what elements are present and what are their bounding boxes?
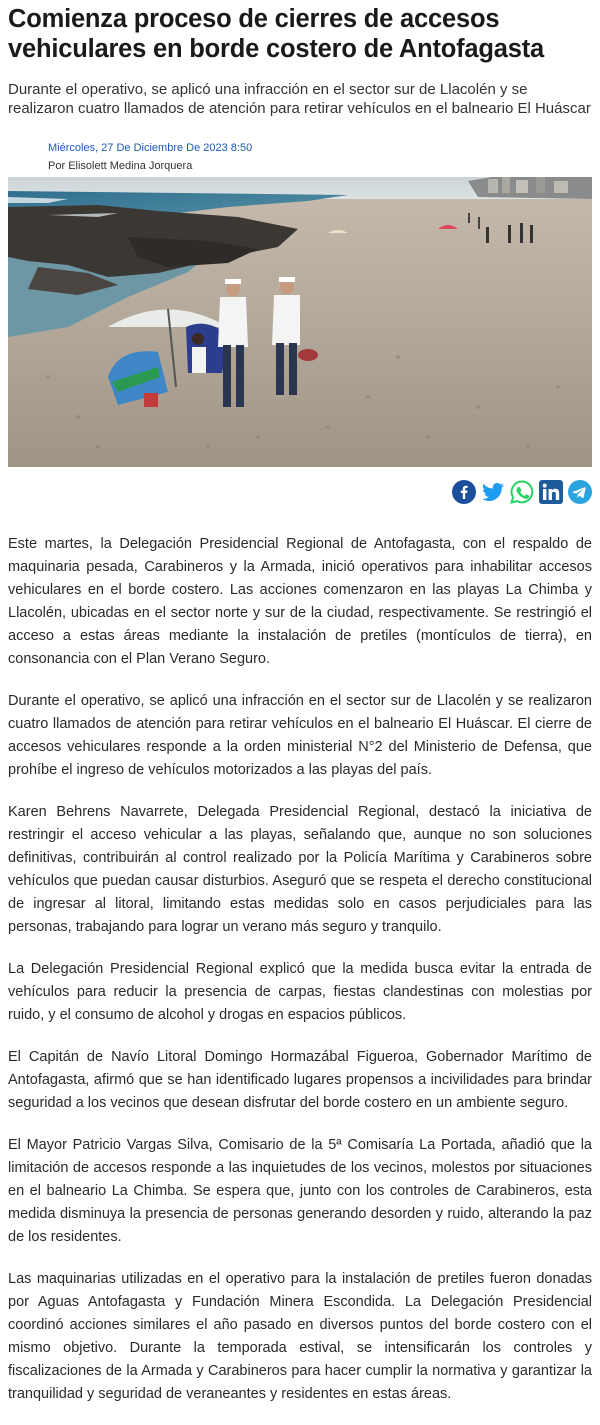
telegram-icon xyxy=(568,480,592,504)
hero-photo xyxy=(8,177,592,467)
publish-date: Miércoles, 27 De Diciembre De 2023 8:50 xyxy=(48,142,253,154)
beach-photo-illustration xyxy=(8,177,592,467)
share-telegram-button[interactable] xyxy=(567,479,592,504)
share-facebook-button[interactable] xyxy=(451,479,476,504)
article-paragraph: El Mayor Patricio Vargas Silva, Comisario de la 5ª Comisaría La Portada, añadió que la limitación de accesos responde a las inquietudes de los vecinos, molestos por situaciones en el balneario La Chimba. Se espera que, junto con los controles de Carabineros, esta medida disminuya la presencia de personas generando desorden y ruido, alterando la paz de los residentes. xyxy=(8,1137,592,1245)
article-paragraph: Durante el operativo, se aplicó una infracción en el sector sur de Llacolén y se realizaron cuatro llamados de atención para retirar vehículos en el balneario El Huáscar. El cierre de accesos vehiculares responde a la orden ministerial N°2 del Ministerio de Defensa, que prohíbe el ingreso de vehículos motorizados a las playas del país. xyxy=(8,693,592,778)
share-bar xyxy=(451,479,592,504)
article-paragraph: Las maquinarias utilizadas en el operativo para la instalación de pretiles fueron donadas por Aguas Antofagasta y Fundación Minera Escondida. La Delegación Presidencial coordinó acciones similares el año pasado en diversos puntos del borde costero con el mismo objetivo. Durante la temporada estival, se intensificarán los controles y fiscalizaciones de la Armada y Carabineros para hacer cumplir la normativa y garantizar la tranquilidad y seguridad de veraneantes y residentes en estas áreas. xyxy=(8,1271,592,1402)
article-paragraph: Este martes, la Delegación Presidencial Regional de Antofagasta, con el respaldo de maquinaria pesada, Carabineros y la Armada, inició operativos para inhabilitar accesos vehiculares en el borde costero. Las acciones comenzaron en las playas La Chimba y Llacolén, ubicadas en el sector norte y sur de la ciudad, respectivamente. Se restringió el acceso a estas áreas mediante la instalación de pretiles (montículos de tierra), en consonancia con el Plan Verano Seguro. xyxy=(8,536,592,667)
author-name[interactable]: Elisolett Medina Jorquera xyxy=(68,160,193,172)
share-linkedin-button[interactable] xyxy=(538,479,563,504)
article-paragraph: La Delegación Presidencial Regional explicó que la medida busca evitar la entrada de vehículos para reducir la presencia de carpas, fiestas clandestinas con molestias por ruido, y el consumo de alcohol y drogas en espacios públicos. xyxy=(8,961,592,1023)
facebook-icon xyxy=(452,480,476,504)
article-paragraph: Karen Behrens Navarrete, Delegada Presidencial Regional, destacó la iniciativa de restringir el acceso vehicular a las playas, señalando que, aunque no son soluciones definitivas, contribuirán al control realizado por la Policía Marítima y Carabineros sobre vehículos que puedan causar disturbios. Aseguró que se respeta el derecho constitucional de ingresar al litoral, limitando estas medidas solo en casos perjudiciales para las personas, trabajando para lograr un verano más seguro y tranquilo. xyxy=(8,804,592,935)
share-twitter-button[interactable] xyxy=(480,479,505,504)
article-subtitle: Durante el operativo, se aplicó una infracción en el sector sur de Llacolén y se realizaron cuatro llamados de atención para retirar vehículos en el balneario El Huáscar xyxy=(8,81,591,117)
share-whatsapp-button[interactable] xyxy=(509,479,534,504)
twitter-icon xyxy=(481,480,505,504)
byline xyxy=(48,159,448,174)
linkedin-icon xyxy=(539,480,563,504)
article-meta xyxy=(48,141,448,174)
whatsapp-icon xyxy=(510,480,534,504)
byline-prefix: Por xyxy=(48,160,66,172)
article-title: Comienza proceso de cierres de accesos vehiculares en borde costero de Antofagasta xyxy=(8,5,545,63)
article-paragraph: El Capitán de Navío Litoral Domingo Hormazábal Figueroa, Gobernador Marítimo de Antofagasta, afirmó que se han identificado lugares propensos a incivilidades para brindar seguridad a los vecinos que desean disfrutar del borde costero en un ambiente seguro. xyxy=(8,1049,592,1111)
article-body xyxy=(8,533,592,1425)
